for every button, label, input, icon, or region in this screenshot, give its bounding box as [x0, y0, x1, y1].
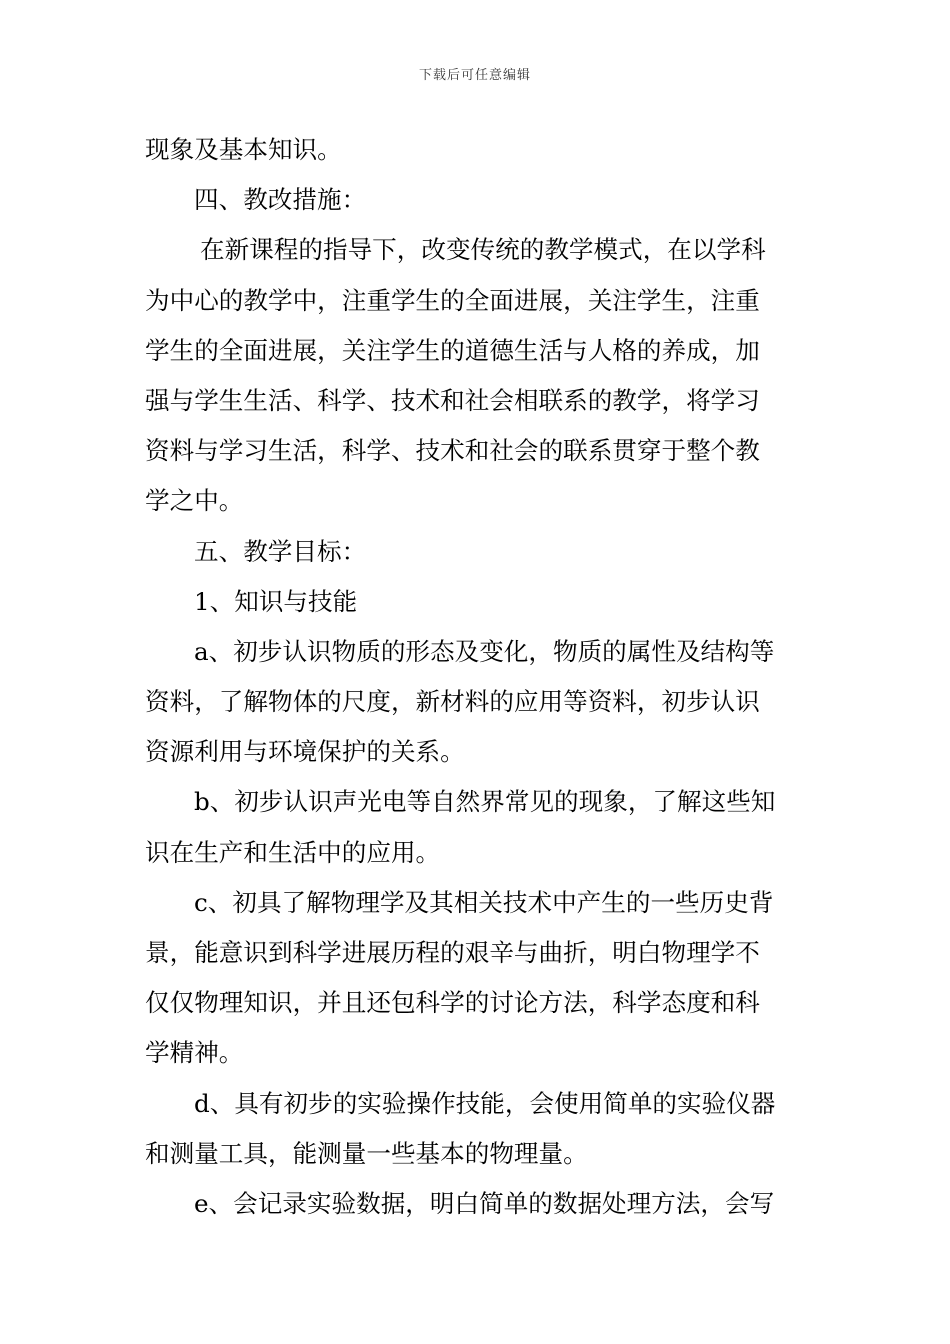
text-line: 现象及基本知识。	[145, 135, 342, 164]
section-heading: 四、教改措施：	[194, 185, 367, 215]
text-line: 学精神。	[145, 1038, 244, 1068]
text-line: d、具有初步的实验操作技能，会使用简单的实验仪器	[194, 1088, 776, 1118]
text-line: c、初具了解物理学及其相关技术中产生的一些历史背	[194, 887, 774, 917]
document-body	[145, 125, 809, 1229]
text-line: 资料与学习生活，科学、技术和社会的联系贯穿于整个教	[145, 436, 760, 466]
text-line: 资料，了解物体的尺度，新材料的应用等资料，初步认识	[145, 687, 760, 717]
text-line: a、初步认识物质的形态及变化，物质的属性及结构等	[194, 636, 775, 666]
page-header: 下载后可任意编辑	[418, 68, 531, 83]
text-line: 识在生产和生活中的应用。	[145, 837, 441, 867]
text-line: 学生的全面进展，关注学生的道德生活与人格的养成，加	[145, 335, 760, 365]
text-line: e、会记录实验数据，明白简单的数据处理方法，会写	[194, 1188, 775, 1218]
text-line: b、初步认识声光电等自然界常见的现象，了解这些知	[194, 787, 776, 817]
text-line: 为中心的教学中，注重学生的全面进展，关注学生，注重	[145, 285, 760, 315]
text-line: 学之中。	[145, 486, 244, 516]
text-line: 仅仅物理知识，并且还包科学的讨论方法，科学态度和科	[145, 988, 760, 1018]
text-line: 强与学生生活、科学、技术和社会相联系的教学，将学习	[145, 385, 760, 415]
text-line: 在新课程的指导下，改变传统的教学模式，在以学科	[200, 235, 766, 265]
text-line: 资源利用与环境保护的关系。	[145, 737, 465, 767]
section-heading: 五、教学目标：	[194, 536, 367, 566]
text-line: 和测量工具，能测量一些基本的物理量。	[145, 1138, 588, 1168]
subsection-heading: 1、知识与技能	[194, 586, 358, 616]
text-line: 景，能意识到科学进展历程的艰辛与曲折，明白物理学不	[145, 938, 760, 967]
